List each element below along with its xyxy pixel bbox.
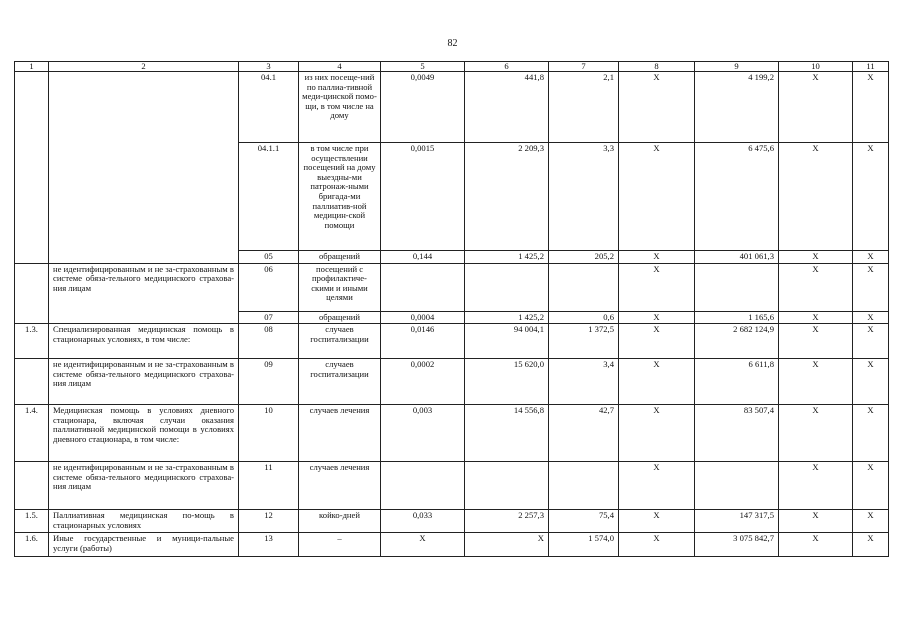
value-cell: X bbox=[779, 324, 853, 359]
unit-cell: из них посеще-ний по паллиа-тивной меди-цинской помо-щи, в том числе на дому bbox=[299, 72, 381, 143]
value-cell: X bbox=[619, 359, 695, 405]
value-cell: X bbox=[619, 324, 695, 359]
value-cell: 1 425,2 bbox=[465, 311, 549, 324]
line-code: 09 bbox=[239, 359, 299, 405]
value-cell: X bbox=[619, 72, 695, 143]
section-number: 1.4. bbox=[15, 405, 49, 462]
value-cell: X bbox=[619, 405, 695, 462]
row-description: Паллиативная медицинская по-мощь в стационарных условиях bbox=[49, 510, 239, 533]
value-cell bbox=[549, 263, 619, 311]
unit-cell: в том числе при осуществлении посещений на дому выездны-ми патронаж-ными бригада-ми паллиатив-ной медицин-ской помощи bbox=[299, 143, 381, 251]
value-cell bbox=[695, 263, 779, 311]
section-number bbox=[15, 359, 49, 405]
line-code: 11 bbox=[239, 462, 299, 510]
value-cell: 1 574,0 bbox=[549, 533, 619, 557]
value-cell: 75,4 bbox=[549, 510, 619, 533]
value-cell: X bbox=[779, 510, 853, 533]
value-cell: X bbox=[853, 143, 889, 251]
value-cell: 2 209,3 bbox=[465, 143, 549, 251]
value-cell: 2 682 124,9 bbox=[695, 324, 779, 359]
row-description bbox=[49, 72, 239, 264]
unit-cell: случаев госпитализации bbox=[299, 359, 381, 405]
value-cell: 0,033 bbox=[381, 510, 465, 533]
value-cell: X bbox=[619, 263, 695, 311]
value-cell: X bbox=[619, 533, 695, 557]
unit-cell: обращений bbox=[299, 251, 381, 264]
line-code: 07 bbox=[239, 311, 299, 324]
table-row bbox=[15, 324, 889, 359]
line-code: 08 bbox=[239, 324, 299, 359]
unit-cell: обращений bbox=[299, 311, 381, 324]
value-cell: X bbox=[619, 251, 695, 264]
header-row bbox=[15, 62, 889, 72]
value-cell: X bbox=[779, 533, 853, 557]
value-cell: X bbox=[619, 462, 695, 510]
value-cell: 0,0015 bbox=[381, 143, 465, 251]
value-cell: 3,3 bbox=[549, 143, 619, 251]
table-row bbox=[15, 462, 889, 510]
section-number: 1.6. bbox=[15, 533, 49, 557]
table-row bbox=[15, 405, 889, 462]
section-number bbox=[15, 462, 49, 510]
value-cell: 42,7 bbox=[549, 405, 619, 462]
value-cell: 0,144 bbox=[381, 251, 465, 264]
col-header: 10 bbox=[779, 62, 853, 72]
col-header: 5 bbox=[381, 62, 465, 72]
table-row bbox=[15, 263, 889, 311]
value-cell: 0,6 bbox=[549, 311, 619, 324]
unit-cell: койко-дней bbox=[299, 510, 381, 533]
value-cell: 401 061,3 bbox=[695, 251, 779, 264]
value-cell: X bbox=[779, 263, 853, 311]
value-cell: X bbox=[853, 251, 889, 264]
col-header: 4 bbox=[299, 62, 381, 72]
row-description: не идентифицированным и не за-страхованным в системе обяза-тельного медицинского страхова-ния лицам bbox=[49, 263, 239, 324]
value-cell: X bbox=[853, 405, 889, 462]
page-number: 82 bbox=[447, 38, 458, 49]
table-row bbox=[15, 533, 889, 557]
section-number bbox=[15, 263, 49, 324]
value-cell: X bbox=[381, 533, 465, 557]
value-cell: 83 507,4 bbox=[695, 405, 779, 462]
value-cell: 6 611,8 bbox=[695, 359, 779, 405]
value-cell: X bbox=[779, 311, 853, 324]
table-row bbox=[15, 359, 889, 405]
value-cell: X bbox=[853, 72, 889, 143]
row-description: Специализированная медицинская помощь в стационарных условиях, в том числе: bbox=[49, 324, 239, 359]
value-cell: 205,2 bbox=[549, 251, 619, 264]
value-cell: 4 199,2 bbox=[695, 72, 779, 143]
row-description: Иные государственные и муници-пальные услуги (работы) bbox=[49, 533, 239, 557]
line-code: 10 bbox=[239, 405, 299, 462]
line-code: 13 bbox=[239, 533, 299, 557]
value-cell: X bbox=[853, 359, 889, 405]
value-cell: 441,8 bbox=[465, 72, 549, 143]
value-cell: X bbox=[779, 72, 853, 143]
value-cell: X bbox=[619, 143, 695, 251]
row-description: Медицинская помощь в условиях дневного стационара, включая случаи оказания паллиативной медицинской помощи в условиях дневного стационара, в том числе: bbox=[49, 405, 239, 462]
line-code: 06 bbox=[239, 263, 299, 311]
col-header: 1 bbox=[15, 62, 49, 72]
row-description: не идентифицированным и не за-страхованным в системе обяза-тельного медицинского страхова-ния лицам bbox=[49, 359, 239, 405]
table-row bbox=[15, 510, 889, 533]
value-cell: 14 556,8 bbox=[465, 405, 549, 462]
value-cell: 3,4 bbox=[549, 359, 619, 405]
value-cell: 0,0146 bbox=[381, 324, 465, 359]
value-cell: 0,0004 bbox=[381, 311, 465, 324]
section-number bbox=[15, 72, 49, 264]
value-cell: X bbox=[853, 263, 889, 311]
value-cell: X bbox=[853, 324, 889, 359]
unit-cell: – bbox=[299, 533, 381, 557]
value-cell: 15 620,0 bbox=[465, 359, 549, 405]
value-cell: 2 257,3 bbox=[465, 510, 549, 533]
value-cell: X bbox=[779, 251, 853, 264]
line-code: 04.1.1 bbox=[239, 143, 299, 251]
value-cell: X bbox=[853, 311, 889, 324]
value-cell: 2,1 bbox=[549, 72, 619, 143]
col-header: 11 bbox=[853, 62, 889, 72]
value-cell bbox=[465, 263, 549, 311]
data-table bbox=[14, 61, 889, 557]
value-cell bbox=[465, 462, 549, 510]
line-code: 12 bbox=[239, 510, 299, 533]
section-number: 1.5. bbox=[15, 510, 49, 533]
value-cell bbox=[381, 462, 465, 510]
col-header: 7 bbox=[549, 62, 619, 72]
col-header: 9 bbox=[695, 62, 779, 72]
value-cell: X bbox=[619, 510, 695, 533]
unit-cell: случаев лечения bbox=[299, 405, 381, 462]
unit-cell: случаев лечения bbox=[299, 462, 381, 510]
value-cell: X bbox=[779, 405, 853, 462]
table-row bbox=[15, 72, 889, 143]
value-cell: 147 317,5 bbox=[695, 510, 779, 533]
unit-cell: случаев госпитализации bbox=[299, 324, 381, 359]
line-code: 04.1 bbox=[239, 72, 299, 143]
value-cell: 0,003 bbox=[381, 405, 465, 462]
section-number: 1.3. bbox=[15, 324, 49, 359]
col-header: 3 bbox=[239, 62, 299, 72]
value-cell: X bbox=[779, 143, 853, 251]
line-code: 05 bbox=[239, 251, 299, 264]
value-cell: 1 372,5 bbox=[549, 324, 619, 359]
col-header: 8 bbox=[619, 62, 695, 72]
value-cell: X bbox=[779, 359, 853, 405]
value-cell: 1 425,2 bbox=[465, 251, 549, 264]
value-cell: 6 475,6 bbox=[695, 143, 779, 251]
value-cell: X bbox=[853, 533, 889, 557]
value-cell: 0,0049 bbox=[381, 72, 465, 143]
value-cell: 0,0002 bbox=[381, 359, 465, 405]
row-description: не идентифицированным и не за-страхованным в системе обяза-тельного медицинского страхова-ния лицам bbox=[49, 462, 239, 510]
value-cell: 3 075 842,7 bbox=[695, 533, 779, 557]
value-cell: 94 004,1 bbox=[465, 324, 549, 359]
value-cell bbox=[549, 462, 619, 510]
value-cell: X bbox=[619, 311, 695, 324]
value-cell: X bbox=[853, 462, 889, 510]
value-cell bbox=[695, 462, 779, 510]
value-cell bbox=[381, 263, 465, 311]
unit-cell: посещений с профилактиче-скими и иными целями bbox=[299, 263, 381, 311]
col-header: 6 bbox=[465, 62, 549, 72]
value-cell: X bbox=[853, 510, 889, 533]
col-header: 2 bbox=[49, 62, 239, 72]
value-cell: X bbox=[779, 462, 853, 510]
value-cell: 1 165,6 bbox=[695, 311, 779, 324]
value-cell: X bbox=[465, 533, 549, 557]
